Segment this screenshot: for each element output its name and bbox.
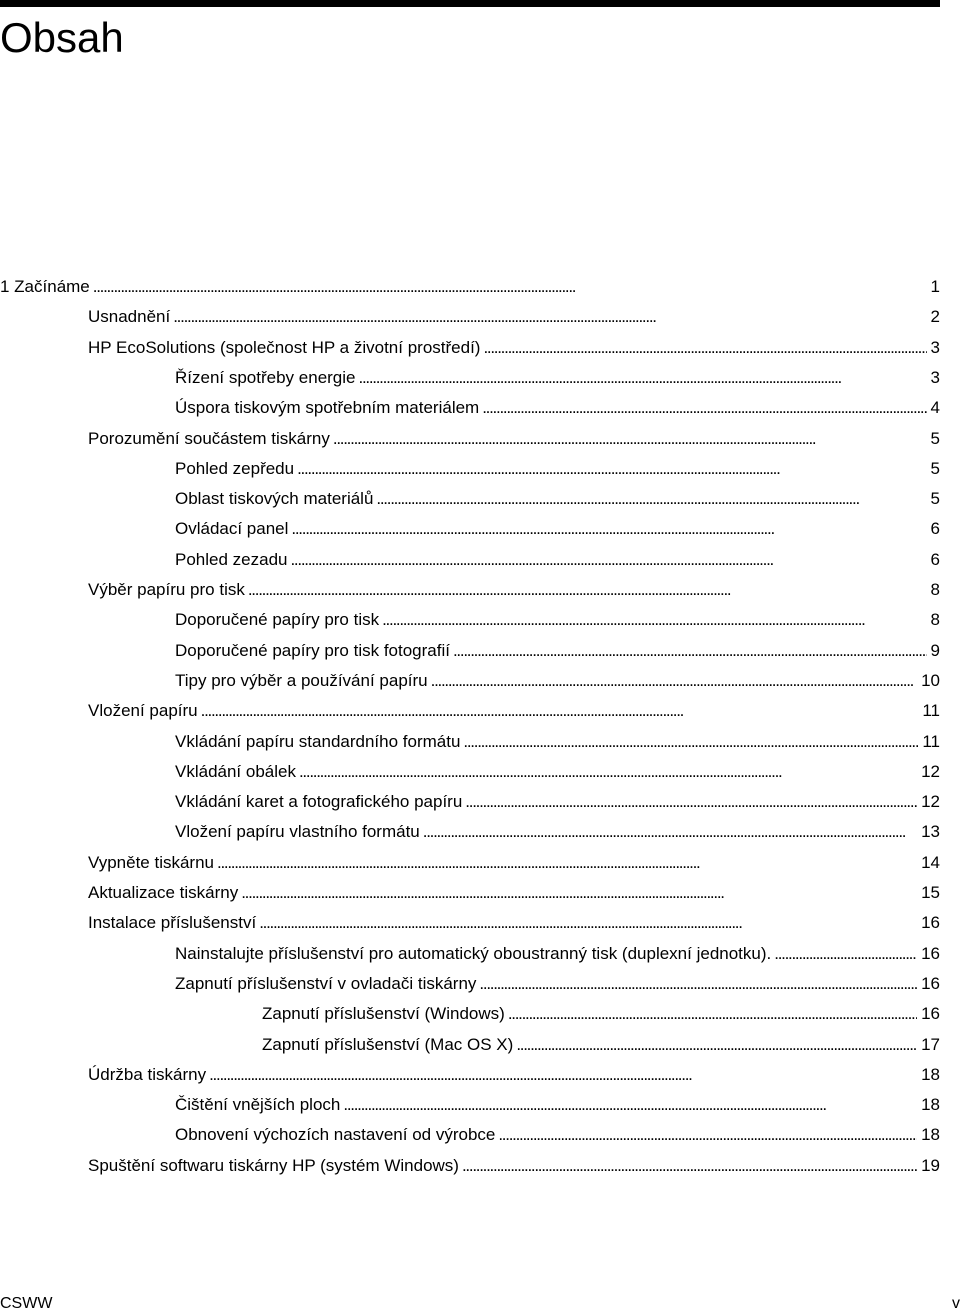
toc-entry[interactable]	[175, 547, 940, 573]
toc-entry[interactable]	[175, 668, 940, 694]
toc-entry-page: 5	[930, 489, 940, 508]
toc-entry-label: Vložení papíru	[88, 701, 198, 720]
toc-entry-page: 5	[930, 429, 940, 448]
toc-entry-page: 3	[930, 338, 940, 357]
toc-entry[interactable]	[88, 426, 940, 452]
toc-dot-leader	[333, 426, 927, 452]
toc-dot-leader	[516, 1032, 917, 1058]
toc-entry[interactable]	[88, 1153, 940, 1179]
toc-entry-page: 14	[921, 853, 940, 872]
toc-entry-label: Úspora tiskovým spotřebním materiálem	[175, 398, 480, 417]
toc-entry[interactable]	[88, 1062, 940, 1088]
toc-entry-label: Pohled zepředu	[175, 459, 295, 478]
toc-dot-leader	[463, 729, 918, 755]
toc-entry[interactable]	[88, 850, 940, 876]
toc-entry-label: Doporučené papíry pro tisk	[175, 610, 380, 629]
toc-entry-label: Vkládání karet a fotografického papíru	[175, 792, 463, 811]
toc-entry-page: 16	[921, 1004, 940, 1023]
toc-entry[interactable]	[175, 941, 940, 967]
toc-dot-leader	[201, 698, 919, 724]
toc-entry-label: Vložení papíru vlastního formátu	[175, 822, 420, 841]
toc-entry-page: 19	[921, 1156, 940, 1175]
footer-left-label: CSWW	[0, 1295, 53, 1312]
toc-entry[interactable]	[175, 607, 940, 633]
toc-entry[interactable]	[175, 638, 940, 664]
toc-dot-leader	[774, 941, 917, 967]
toc-entry-label: Zapnutí příslušenství (Mac OS X)	[262, 1035, 514, 1054]
toc-entry[interactable]	[175, 456, 940, 482]
toc-dot-leader	[462, 1153, 917, 1179]
toc-dot-leader	[508, 1001, 917, 1027]
toc-entry[interactable]	[175, 1092, 940, 1118]
toc-entry[interactable]	[175, 516, 940, 542]
toc-entry[interactable]	[88, 335, 940, 361]
toc-dot-leader	[359, 365, 927, 391]
toc-entry-label: Nainstalujte příslušenství pro automatický oboustranný tisk (duplexní jednotku).	[175, 944, 772, 963]
toc-entry[interactable]	[262, 1032, 940, 1058]
toc-entry-page: 6	[930, 519, 940, 538]
toc-dot-leader	[241, 880, 917, 906]
toc-entry-page: 18	[921, 1125, 940, 1144]
toc-dot-leader	[382, 607, 926, 633]
toc-entry-page: 11	[922, 732, 940, 751]
toc-entry-label: Oblast tiskových materiálů	[175, 489, 374, 508]
toc-dot-leader	[423, 819, 917, 845]
toc-entry[interactable]	[175, 486, 940, 512]
toc-entry-label: Pohled zezadu	[175, 550, 288, 569]
toc-entry-page: 9	[930, 641, 940, 660]
toc-dot-leader	[217, 850, 917, 876]
top-rule	[0, 0, 940, 7]
toc-entry-label: Výběr papíru pro tisk	[88, 580, 245, 599]
toc-dot-leader	[291, 516, 926, 542]
toc-entry[interactable]	[175, 789, 940, 815]
toc-entry-label: Usnadnění	[88, 307, 171, 326]
toc-entry-label: Porozumění součástem tiskárny	[88, 429, 330, 448]
toc-entry-label: Ovládací panel	[175, 519, 289, 538]
toc-entry-label: Vypněte tiskárnu	[88, 853, 214, 872]
toc-entry[interactable]	[262, 1001, 940, 1027]
toc-entry-page: 11	[922, 701, 940, 720]
toc-entry[interactable]	[175, 1122, 940, 1148]
toc-entry[interactable]	[175, 729, 940, 755]
toc-entry-page: 1	[930, 277, 940, 296]
toc-dot-leader	[343, 1092, 917, 1118]
page-title: Obsah	[0, 14, 124, 61]
toc-entry[interactable]	[88, 698, 940, 724]
toc-entry[interactable]	[175, 819, 940, 845]
toc-entry[interactable]	[88, 577, 940, 603]
toc-dot-leader	[93, 274, 927, 300]
toc-entry-page: 8	[930, 610, 940, 629]
toc-entry[interactable]	[175, 365, 940, 391]
toc-entry-page: 4	[930, 398, 940, 417]
toc-entry-label: Aktualizace tiskárny	[88, 883, 239, 902]
toc-entry-page: 12	[921, 792, 940, 811]
toc-entry-label: Vkládání obálek	[175, 762, 296, 781]
toc-dot-leader	[290, 547, 926, 573]
toc-entry-label: Zapnutí příslušenství (Windows)	[262, 1004, 505, 1023]
footer-page-number: v	[952, 1295, 960, 1312]
toc-entry-label: Doporučené papíry pro tisk fotografií	[175, 641, 450, 660]
toc-entry-page: 16	[921, 913, 940, 932]
toc-dot-leader	[297, 456, 926, 482]
toc-dot-leader	[498, 1122, 917, 1148]
toc-entry-page: 16	[921, 974, 940, 993]
toc-dot-leader	[259, 910, 917, 936]
toc-dot-leader	[483, 335, 926, 361]
toc-entry-page: 13	[921, 822, 940, 841]
toc-entry-page: 15	[921, 883, 940, 902]
toc-dot-leader	[248, 577, 927, 603]
toc-entry-label: Tipy pro výběr a používání papíru	[175, 671, 428, 690]
toc-entry-page: 2	[930, 307, 940, 326]
toc-entry[interactable]	[88, 880, 940, 906]
toc-dot-leader	[299, 759, 917, 785]
toc-entry-page: 16	[921, 944, 940, 963]
toc-dot-leader	[482, 395, 926, 421]
toc-entry-label: Údržba tiskárny	[88, 1065, 207, 1084]
toc-entry-label: Čištění vnějších ploch	[175, 1095, 341, 1114]
toc-dot-leader	[453, 638, 927, 664]
toc-entry[interactable]	[175, 971, 940, 997]
toc-entry[interactable]	[88, 910, 940, 936]
toc-entry-label: Vkládání papíru standardního formátu	[175, 732, 461, 751]
toc-entry-page: 12	[921, 762, 940, 781]
toc-entry[interactable]	[88, 304, 940, 330]
toc-entry-page: 18	[921, 1095, 940, 1114]
toc-dot-leader	[431, 668, 917, 694]
page-footer	[0, 1294, 960, 1313]
toc-entry-page: 3	[930, 368, 940, 387]
toc-entry-page: 10	[921, 671, 940, 690]
toc-entry-page: 18	[921, 1065, 940, 1084]
toc-entry-label: Zapnutí příslušenství v ovladači tiskárny	[175, 974, 477, 993]
toc-entry-page: 6	[930, 550, 940, 569]
toc-dot-leader	[465, 789, 917, 815]
toc-entry-page: 5	[930, 459, 940, 478]
toc-dot-leader	[376, 486, 926, 512]
toc-entry-label: Obnovení výchozích nastavení od výrobce	[175, 1125, 496, 1144]
toc-entry-label: Spuštění softwaru tiskárny HP (systém Windows)	[88, 1156, 459, 1175]
toc-entry-label: Řízení spotřeby energie	[175, 368, 356, 387]
toc-entry[interactable]	[175, 759, 940, 785]
toc-entry[interactable]	[0, 274, 940, 300]
toc-entry-label: Instalace příslušenství	[88, 913, 257, 932]
toc-entry-page: 8	[930, 580, 940, 599]
toc-dot-leader	[173, 304, 926, 330]
toc-entry[interactable]	[175, 395, 940, 421]
toc-entry-label: HP EcoSolutions (společnost HP a životní prostředí)	[88, 338, 481, 357]
toc-dot-leader	[209, 1062, 917, 1088]
toc-entry-page: 17	[921, 1035, 940, 1054]
toc-entry-label: 1 Začínáme	[0, 277, 90, 296]
toc-dot-leader	[479, 971, 917, 997]
